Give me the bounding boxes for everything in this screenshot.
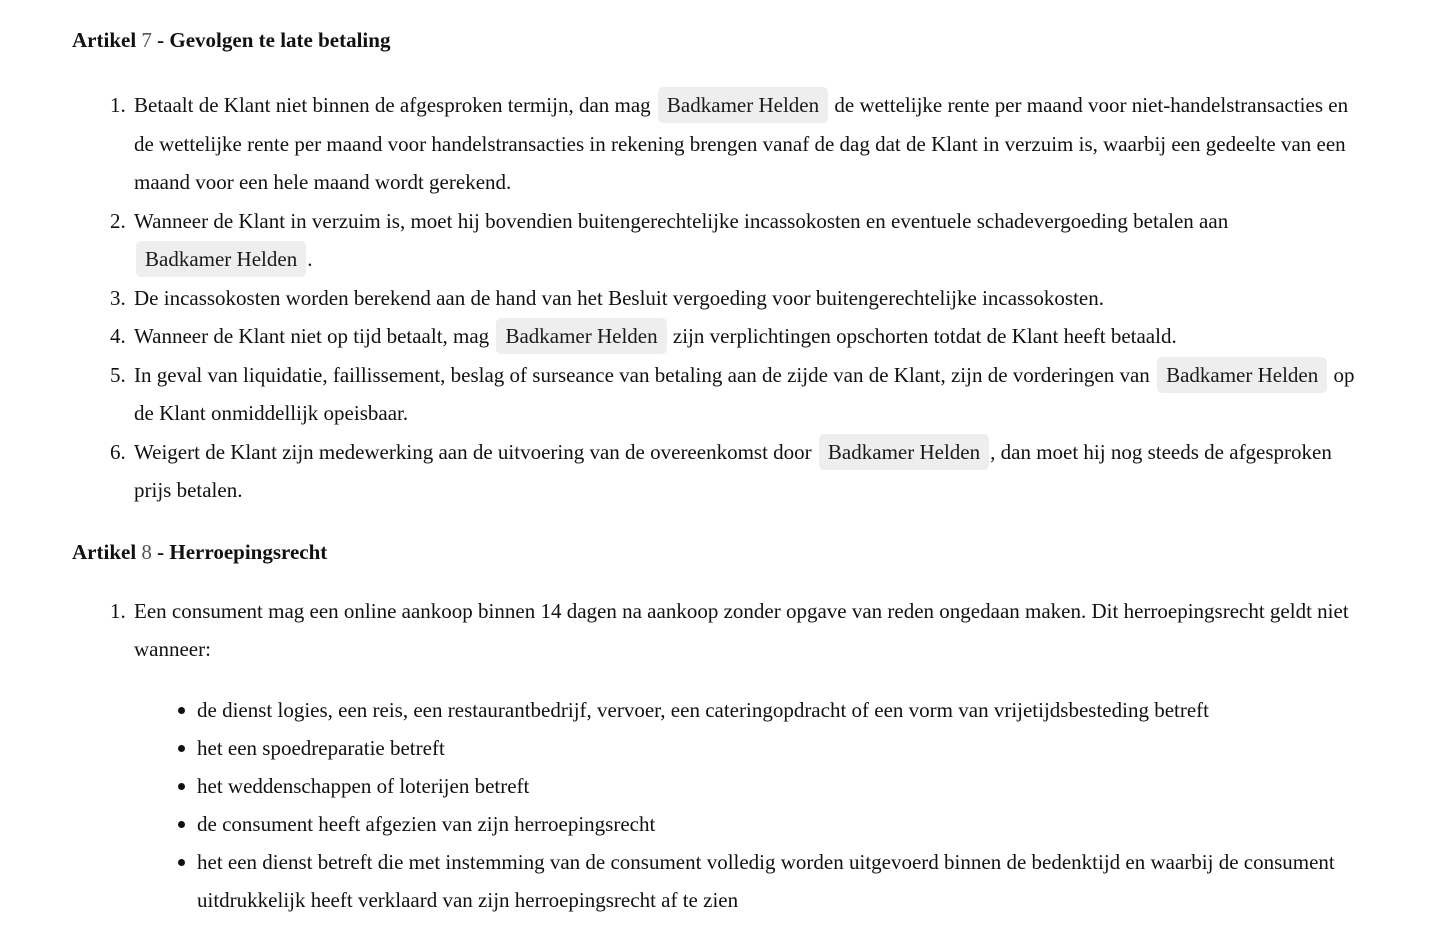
bullet-dot	[178, 745, 185, 752]
list-marker: 5.	[110, 362, 126, 387]
list-marker: 2.	[110, 208, 126, 233]
item-text: Een consument mag een online aankoop binnen 14 dagen na aankoop zonder opgave van reden ongedaan maken. Dit herroepingsrecht geldt niet wanneer:	[134, 598, 1349, 661]
company-name-tag: Badkamer Helden	[1157, 357, 1327, 393]
bullet-item	[197, 767, 1373, 805]
bullet-dot	[178, 821, 185, 828]
item-text: op de Klant onmiddellijk opeisbaar.	[134, 362, 1355, 425]
bullet-dot	[178, 783, 185, 790]
item-text: zijn verplichtingen opschorten totdat de Klant heeft betaald.	[667, 324, 1177, 348]
article-number: 8	[141, 539, 152, 564]
article-list	[72, 592, 1373, 919]
bullet-item	[197, 805, 1373, 843]
item-text: de wettelijke rente per maand voor niet-handelstransacties en de wettelijke rente per maand voor handelstransacties in rekening brengen vanaf de dag dat de Klant in verzuim is, waarbij een gedeelte van een maand voor een hele maand wordt gerekend.	[134, 93, 1349, 194]
list-item	[110, 86, 1373, 202]
article-title: - Gevolgen te late betaling	[157, 28, 391, 52]
list-marker: 6.	[110, 439, 126, 464]
item-text: Wanneer de Klant niet op tijd betaalt, mag	[134, 324, 495, 348]
bullet-item	[197, 843, 1373, 919]
company-name-tag: Badkamer Helden	[658, 87, 828, 123]
list-item	[110, 592, 1373, 919]
bullet-text: het een spoedreparatie betreft	[197, 735, 445, 760]
list-item	[110, 317, 1373, 356]
bullet-dot	[178, 707, 185, 714]
article-title: - Herroepingsrecht	[157, 539, 328, 564]
exception-list	[134, 691, 1373, 919]
list-item	[110, 279, 1373, 318]
bullet-text: het een dienst betreft die met instemming van de consument volledig worden uitgevoerd binnen de bedenktijd en waarbij de consument uitdrukkelijk heeft verklaard van zijn herroepingsrecht af te zien	[197, 849, 1335, 912]
article-label: Artikel	[72, 28, 137, 52]
article-label: Artikel	[72, 539, 137, 564]
list-marker: 4.	[110, 324, 126, 348]
item-text: .	[307, 247, 313, 271]
item-text: Betaalt de Klant niet binnen de afgesproken termijn, dan mag	[134, 93, 656, 117]
article-heading	[72, 24, 1373, 56]
bullet-text: het weddenschappen of loterijen betreft	[197, 773, 530, 798]
list-marker: 1.	[110, 93, 126, 117]
list-marker: 1.	[110, 598, 126, 623]
article-heading	[72, 536, 1373, 568]
item-text: , dan moet hij nog steeds de afgesproken prijs betalen.	[134, 439, 1332, 502]
list-item	[110, 433, 1373, 510]
bullet-item	[197, 691, 1373, 729]
list-item	[110, 356, 1373, 433]
company-name-tag: Badkamer Helden	[819, 434, 989, 470]
list-item	[110, 202, 1373, 279]
bullet-text: de consument heeft afgezien van zijn herroepingsrecht	[197, 811, 656, 836]
item-text: Wanneer de Klant in verzuim is, moet hij bovendien buitengerechtelijke incassokosten en eventuele schadevergoeding betalen aan	[134, 208, 1229, 233]
bullet-item	[197, 729, 1373, 767]
company-name-tag: Badkamer Helden	[136, 241, 306, 277]
item-text: Weigert de Klant zijn medewerking aan de uitvoering van de overeenkomst door	[134, 439, 817, 464]
article-number: 7	[141, 28, 152, 52]
bullet-text: de dienst logies, een reis, een restaurantbedrijf, vervoer, een cateringopdracht of een vorm van vrijetijdsbesteding betreft	[197, 697, 1210, 722]
list-marker: 3.	[110, 285, 126, 310]
article-list	[72, 86, 1373, 510]
bullet-dot	[178, 859, 185, 866]
company-name-tag: Badkamer Helden	[496, 318, 666, 354]
item-text: In geval van liquidatie, faillissement, beslag of surseance van betaling aan de zijde van de Klant, zijn de vorderingen van	[134, 362, 1156, 387]
item-text: De incassokosten worden berekend aan de hand van het Besluit vergoeding voor buitengerechtelijke incassokosten.	[134, 285, 1104, 310]
